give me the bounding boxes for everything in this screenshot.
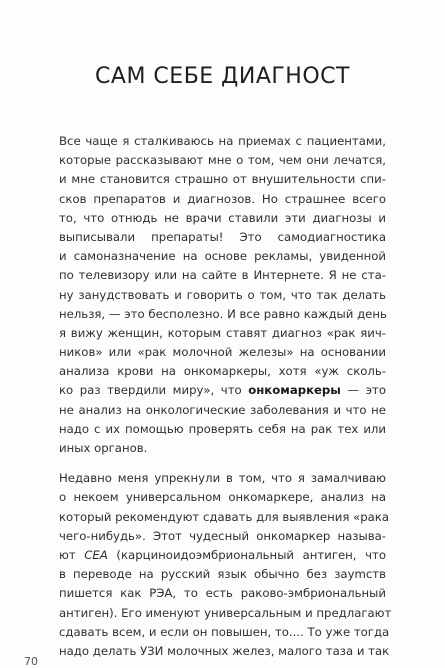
text-fragment: ют: [59, 547, 85, 562]
text-line: сдавать всем, и если он повышен, то.... То уже тогда: [59, 624, 390, 639]
paragraph-1: [59, 132, 386, 458]
text-line: выписывали препараты! Это самодиагностика: [59, 229, 386, 244]
text-line: Все чаще я сталкиваюсь на приемах с пациентами,: [59, 134, 386, 148]
paragraph-2: [59, 469, 392, 661]
text-line: надо делать УЗИ молочных желез, малого таза и так: [59, 643, 390, 658]
text-line: нельзя, — это бесполезно. И все равно каждый день: [59, 306, 387, 321]
text-line: пишется как РЭА, то есть раково-эмбриональный: [59, 586, 386, 601]
text-line: антиген). Его именуют универсальным и предлагают: [59, 605, 392, 620]
text-line: надо с их помощью проверять себя на рак тех или: [59, 421, 386, 436]
text-line-with-italic: [59, 546, 386, 565]
page-number: 70: [24, 655, 38, 668]
text-line: о некоем универсальном онкомаркере, анализ на: [59, 490, 386, 505]
text-line: по телевизору или на сайте в Интернете. Я не ста-: [59, 268, 386, 283]
text-line: в переводе на русский язык обычно без зауmств: [59, 567, 386, 582]
text-fragment: — это: [340, 383, 386, 398]
text-line: то, что отнюдь не врачи ставили эти диагнозы и: [59, 210, 386, 225]
text-line: Недавно меня упрекнули в том, что я замалчиваю: [59, 471, 386, 486]
text-line: сков препаратов и диагнозов. Но страшнее всего: [59, 191, 386, 206]
text-line: не анализ на онкологические заболевания и что не: [59, 402, 386, 417]
text-line: которые рассказывают мне о том, чем они лечатся,: [59, 153, 386, 168]
chapter-title: САМ СЕБЕ ДИАГНОСТ: [95, 64, 350, 89]
text-line: который рекомендуют сдавать для выявления «рака: [59, 509, 390, 524]
text-line: и самоназначение на основе рекламы, увиденной: [59, 249, 386, 264]
text-line-with-bold: [59, 381, 386, 400]
text-line: я вижу женщин, которым ставят диагноз «рак яич-: [59, 325, 386, 340]
italic-term-cea: СЕА: [84, 547, 108, 562]
text-line: чего-нибудь». Этот чудесный онкомаркер называ-: [59, 528, 386, 543]
text-line: иных органов.: [59, 441, 148, 455]
text-line: ников» или «рак молочной железы» на основании: [59, 345, 386, 360]
text-fragment: ко раз твердили миру», что: [59, 383, 249, 398]
text-line: ну занудствовать и говорить о том, что так делать: [59, 287, 386, 302]
text-fragment: (карциноидоэмбриональный антиген, что: [107, 547, 386, 562]
paragraph-gap: [59, 458, 386, 469]
bold-term-onkomarkery: онкомаркеры: [248, 383, 341, 398]
text-line: и мне становится страшно от внушительности спи-: [59, 172, 386, 187]
text-line: анализа крови на онкомаркеры, хотя «уж сколь-: [59, 364, 386, 379]
body-text: [59, 132, 392, 661]
